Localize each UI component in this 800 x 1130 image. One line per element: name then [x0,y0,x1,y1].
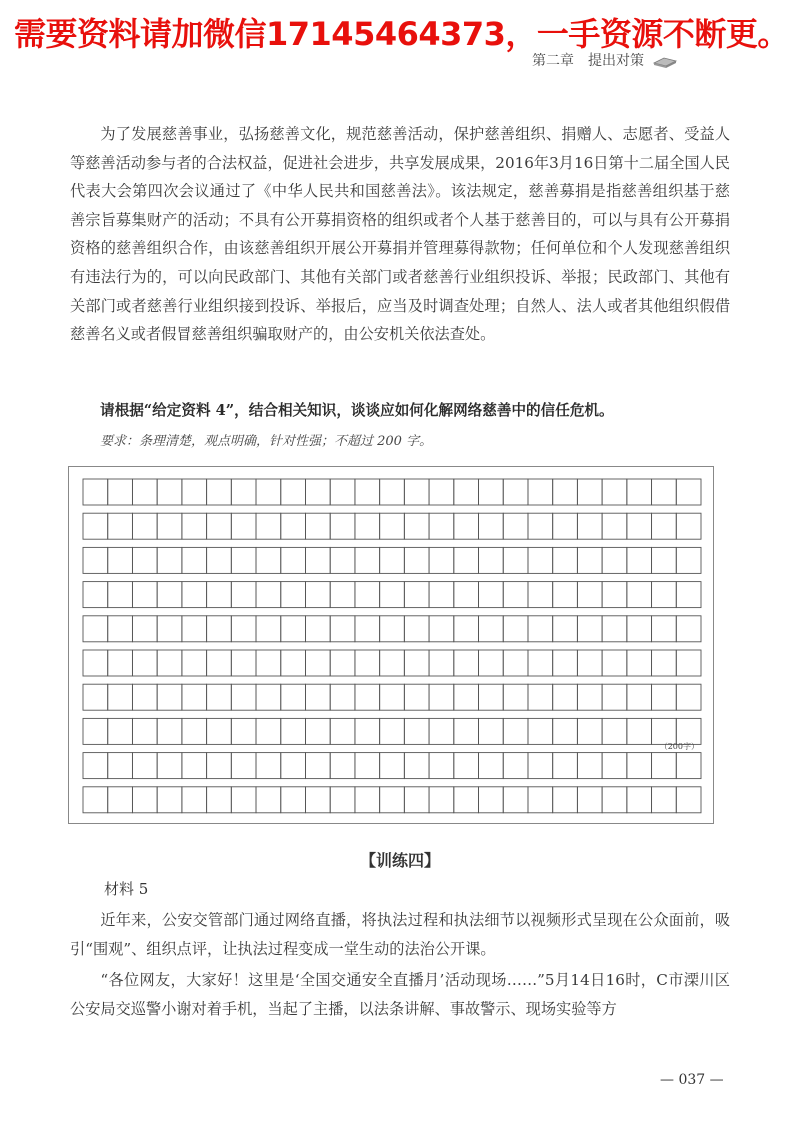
grid-cell[interactable] [553,513,578,539]
grid-cell[interactable] [305,684,330,710]
grid-cell[interactable] [577,684,602,710]
grid-cell[interactable] [479,787,504,813]
grid-cell[interactable] [602,650,627,676]
grid-cell[interactable] [404,616,429,642]
grid-cell[interactable] [132,547,157,573]
grid-cell[interactable] [553,718,578,744]
grid-cell[interactable] [256,513,281,539]
grid-cell[interactable] [676,479,701,505]
grid-cell[interactable] [83,582,108,608]
grid-cell[interactable] [380,479,405,505]
grid-cell[interactable] [503,582,528,608]
grid-cell[interactable] [330,684,355,710]
grid-cell[interactable] [503,479,528,505]
grid-cell[interactable] [355,582,380,608]
grid-cell[interactable] [108,582,133,608]
grid-cell[interactable] [454,547,479,573]
grid-cell[interactable] [676,616,701,642]
grid-cell[interactable] [380,684,405,710]
grid-cell[interactable] [355,753,380,779]
grid-cell[interactable] [577,650,602,676]
grid-cell[interactable] [108,718,133,744]
grid-cell[interactable] [305,753,330,779]
grid-cell[interactable] [330,547,355,573]
grid-cell[interactable] [479,718,504,744]
grid-cell[interactable] [479,479,504,505]
grid-cell[interactable] [305,582,330,608]
grid-row [83,513,701,539]
grid-cell[interactable] [429,787,454,813]
grid-cell[interactable] [429,753,454,779]
grid-cell[interactable] [182,582,207,608]
watermark-banner: 需要资料请加微信17145464373，一手资源不断更。 [14,15,789,53]
grid-cell[interactable] [627,787,652,813]
grid-cell[interactable] [157,718,182,744]
grid-cell[interactable] [652,650,677,676]
grid-cell[interactable] [652,479,677,505]
grid-cell[interactable] [281,650,306,676]
grid-cell[interactable] [281,547,306,573]
grid-cell[interactable] [83,513,108,539]
grid-cell[interactable] [429,616,454,642]
grid-row [83,718,701,744]
grid-cell[interactable] [281,787,306,813]
grid-cell[interactable] [454,616,479,642]
grid-cell[interactable] [429,684,454,710]
grid-cell[interactable] [330,787,355,813]
grid-cell[interactable] [231,582,256,608]
grid-cell[interactable] [355,513,380,539]
grid-cell[interactable] [305,787,330,813]
grid-cell[interactable] [528,513,553,539]
grid-cell[interactable] [231,513,256,539]
material-label: 材料 5 [104,880,149,898]
grid-cell[interactable] [132,753,157,779]
grid-cell[interactable] [132,479,157,505]
grid-cell[interactable] [627,718,652,744]
grid-cell[interactable] [528,718,553,744]
grid-cell[interactable] [528,616,553,642]
grid-cell[interactable] [380,650,405,676]
grid-row [83,547,701,573]
grid-cell[interactable] [454,650,479,676]
word-count-mark: （200字） [659,742,699,751]
grid-cell[interactable] [676,547,701,573]
grid-cell[interactable] [503,787,528,813]
grid-cell[interactable] [256,547,281,573]
grid-cell[interactable] [429,718,454,744]
grid-cell[interactable] [454,718,479,744]
grid-cell[interactable] [503,616,528,642]
grid-cell[interactable] [305,718,330,744]
chapter-header [532,50,678,70]
grid-cell[interactable] [404,479,429,505]
grid-cell[interactable] [652,513,677,539]
intro-paragraph: 为了发展慈善事业，弘扬慈善文化，规范慈善活动，保护慈善组织、捐赠人、志愿者、受益人等慈善活动参与者的合法权益，促进社会进步，共享发展成果，2016年3月16日第十二届全国人民代表大会第四次会议通过了《中华人民共和国慈善法》。该法规定，慈善募捐是指慈善组织基于慈善宗旨募集财产的活动；不具有公开募捐资格的组织或者个人基于慈善目的，可以与具有公开募捐资格的慈善组织合作，由该慈善组织开展公开募捐并管理募得款物；任何单位和个人发现慈善组织有违法行为的，可以向民政部门、其他有关部门或者慈善行业组织投诉、举报；民政部门、其他有关部门或者慈善行业组织接到投诉、举报后，应当及时调查处理；自然人、法人或者其他组织假借慈善名义或者假冒慈善组织骗取财产的，由公安机关依法查处。 [70,125,730,344]
grid-cell[interactable] [652,616,677,642]
grid-cell[interactable] [108,513,133,539]
grid-row [83,753,701,779]
grid-cell[interactable] [256,650,281,676]
grid-cell[interactable] [454,684,479,710]
grid-cell[interactable] [281,479,306,505]
grid-cell[interactable] [256,479,281,505]
grid-cell[interactable] [157,616,182,642]
grid-cell[interactable] [83,479,108,505]
grid-row [83,787,701,813]
chapter-title: 第二章 提出对策 [532,53,644,69]
grid-cell[interactable] [429,513,454,539]
grid-cell[interactable] [182,650,207,676]
question-text: 请根据“给定资料 4”，结合相关知识，谈谈应如何化解网络慈善中的信任危机。 [100,402,614,419]
grid-cell[interactable] [602,787,627,813]
grid-cell[interactable] [479,513,504,539]
grid-cell[interactable] [330,582,355,608]
grid-cell[interactable] [404,787,429,813]
grid-cell[interactable] [108,787,133,813]
grid-cell[interactable] [553,650,578,676]
grid-cell[interactable] [330,718,355,744]
grid-cell[interactable] [454,753,479,779]
grid-cell[interactable] [256,582,281,608]
grid-cell[interactable] [355,479,380,505]
grid-cell[interactable] [503,684,528,710]
grid-cell[interactable] [355,718,380,744]
grid-cell[interactable] [231,684,256,710]
grid-cell[interactable] [305,616,330,642]
grid-cell[interactable] [157,479,182,505]
grid-cell[interactable] [380,787,405,813]
grid-cell[interactable] [305,650,330,676]
grid-cell[interactable] [528,582,553,608]
grid-cell[interactable] [503,718,528,744]
grid-cell[interactable] [380,513,405,539]
grid-cell[interactable] [627,513,652,539]
grid-cell[interactable] [207,753,232,779]
grid-cell[interactable] [627,616,652,642]
grid-row [83,582,701,608]
grid-cell[interactable] [528,650,553,676]
grid-cell[interactable] [281,684,306,710]
grid-cell[interactable] [553,582,578,608]
grid-cell[interactable] [627,753,652,779]
grid-cell[interactable] [602,718,627,744]
grid-cell[interactable] [256,684,281,710]
grid-cell[interactable] [132,582,157,608]
grid-cell[interactable] [676,650,701,676]
grid-cell[interactable] [429,650,454,676]
grid-cell[interactable] [182,479,207,505]
grid-cell[interactable] [182,513,207,539]
grid-cell[interactable] [404,753,429,779]
grid-cell[interactable] [281,582,306,608]
grid-cell[interactable] [355,616,380,642]
grid-cell[interactable] [380,616,405,642]
grid-cell[interactable] [528,684,553,710]
grid-cell[interactable] [380,718,405,744]
requirement-text: 要求：条理清楚，观点明确，针对性强；不超过 200 字。 [100,434,433,449]
grid-cell[interactable] [602,684,627,710]
grid-cell[interactable] [577,616,602,642]
grid-cell[interactable] [132,718,157,744]
grid-cell[interactable] [429,547,454,573]
grid-cell[interactable] [454,787,479,813]
grid-cell[interactable] [207,616,232,642]
grid-cell[interactable] [553,616,578,642]
grid-cell[interactable] [627,650,652,676]
grid-cell[interactable] [602,547,627,573]
material-paragraph-1: 近年来，公安交管部门通过网络直播，将执法过程和执法细节以视频形式呈现在公众面前，吸引“围观”、组织点评，让执法过程变成一堂生动的法治公开课。 [70,911,730,958]
grid-cell[interactable] [676,787,701,813]
grid-cell[interactable] [256,616,281,642]
grid-cell[interactable] [207,582,232,608]
grid-row [83,650,701,676]
page-number: — 037 — [660,1072,724,1088]
grid-cell[interactable] [652,684,677,710]
section-title: 【训练四】 [359,851,440,870]
grid-cell[interactable] [454,513,479,539]
grid-cell[interactable] [83,753,108,779]
grid-cell[interactable] [652,547,677,573]
grid-cell[interactable] [157,650,182,676]
grid-cell[interactable] [503,753,528,779]
grid-cell[interactable] [207,718,232,744]
grid-cell[interactable] [454,582,479,608]
grid-cell[interactable] [305,479,330,505]
grid-cell[interactable] [182,547,207,573]
grid-cell[interactable] [404,718,429,744]
grid-cell[interactable] [305,547,330,573]
grid-cell[interactable] [355,650,380,676]
grid-cell[interactable] [528,547,553,573]
grid-cell[interactable] [602,479,627,505]
grid-cell[interactable] [355,787,380,813]
grid-cell[interactable] [676,753,701,779]
grid-cell[interactable] [182,753,207,779]
grid-cell[interactable] [231,650,256,676]
answer-grid-cells [69,467,715,825]
grid-cell[interactable] [553,753,578,779]
grid-cell[interactable] [330,753,355,779]
material-paragraph-2: “各位网友，大家好！这里是‘全国交通安全直播月’活动现场……”5月14日16时，C市溧川区公安局交巡警小谢对着手机，当起了主播，以法条讲解、事故警示、现场实验等方 [70,971,730,1018]
grid-cell[interactable] [182,616,207,642]
grid-cell[interactable] [404,547,429,573]
grid-row [83,616,701,642]
grid-cell[interactable] [132,650,157,676]
grid-cell[interactable] [305,513,330,539]
grid-cell[interactable] [676,513,701,539]
grid-cell[interactable] [281,616,306,642]
grid-cell[interactable] [479,582,504,608]
grid-cell[interactable] [602,513,627,539]
grid-cell[interactable] [132,616,157,642]
grid-cell[interactable] [108,479,133,505]
grid-cell[interactable] [577,479,602,505]
grid-cell[interactable] [108,753,133,779]
grid-cell[interactable] [404,582,429,608]
grid-cell[interactable] [577,582,602,608]
grid-cell[interactable] [528,753,553,779]
grid-cell[interactable] [157,753,182,779]
grid-cell[interactable] [429,479,454,505]
grid-cell[interactable] [404,684,429,710]
grid-cell[interactable] [132,787,157,813]
grid-cell[interactable] [652,582,677,608]
grid-cell[interactable] [231,753,256,779]
grid-cell[interactable] [602,582,627,608]
grid-cell[interactable] [553,787,578,813]
grid-cell[interactable] [83,718,108,744]
grid-cell[interactable] [676,684,701,710]
grid-cell[interactable] [256,753,281,779]
grid-cell[interactable] [231,479,256,505]
grid-cell[interactable] [132,684,157,710]
grid-cell[interactable] [479,753,504,779]
grid-cell[interactable] [132,513,157,539]
grid-cell[interactable] [503,547,528,573]
grid-cell[interactable] [207,479,232,505]
grid-cell[interactable] [281,718,306,744]
grid-cell[interactable] [479,547,504,573]
grid-cell[interactable] [108,650,133,676]
grid-cell[interactable] [602,616,627,642]
grid-cell[interactable] [207,547,232,573]
grid-cell[interactable] [207,650,232,676]
grid-cell[interactable] [182,787,207,813]
grid-cell[interactable] [231,616,256,642]
grid-cell[interactable] [479,684,504,710]
grid-cell[interactable] [676,582,701,608]
grid-cell[interactable] [83,616,108,642]
grid-cell[interactable] [577,718,602,744]
grid-cell[interactable] [157,513,182,539]
grid-cell[interactable] [207,684,232,710]
grid-cell[interactable] [157,787,182,813]
grid-cell[interactable] [256,787,281,813]
grid-cell[interactable] [404,650,429,676]
grid-cell[interactable] [157,582,182,608]
grid-cell[interactable] [281,513,306,539]
grid-cell[interactable] [108,684,133,710]
grid-cell[interactable] [577,753,602,779]
grid-cell[interactable] [83,650,108,676]
grid-cell[interactable] [380,582,405,608]
grid-cell[interactable] [553,684,578,710]
grid-cell[interactable] [553,479,578,505]
grid-cell[interactable] [231,547,256,573]
grid-cell[interactable] [627,582,652,608]
grid-cell[interactable] [577,547,602,573]
grid-cell[interactable] [479,650,504,676]
grid-cell[interactable] [157,547,182,573]
grid-cell[interactable] [479,616,504,642]
grid-cell[interactable] [83,787,108,813]
grid-cell[interactable] [627,547,652,573]
grid-cell[interactable] [355,547,380,573]
grid-cell[interactable] [380,753,405,779]
grid-cell[interactable] [256,718,281,744]
grid-cell[interactable] [207,513,232,539]
grid-cell[interactable] [330,616,355,642]
grid-cell[interactable] [108,547,133,573]
grid-row [83,479,701,505]
grid-cell[interactable] [182,718,207,744]
grid-cell[interactable] [652,753,677,779]
grid-cell[interactable] [355,684,380,710]
grid-cell[interactable] [330,479,355,505]
grid-cell[interactable] [429,582,454,608]
grid-cell[interactable] [454,479,479,505]
grid-cell[interactable] [503,513,528,539]
grid-cell[interactable] [503,650,528,676]
grid-cell[interactable] [83,684,108,710]
grid-cell[interactable] [231,787,256,813]
grid-cell[interactable] [553,547,578,573]
grid-cell[interactable] [577,787,602,813]
grid-cell[interactable] [602,753,627,779]
grid-cell[interactable] [404,513,429,539]
grid-cell[interactable] [281,753,306,779]
grid-cell[interactable] [330,513,355,539]
grid-cell[interactable] [207,787,232,813]
grid-cell[interactable] [108,616,133,642]
grid-cell[interactable] [528,479,553,505]
grid-cell[interactable] [83,547,108,573]
grid-row [83,684,701,710]
grid-cell[interactable] [627,684,652,710]
grid-cell[interactable] [577,513,602,539]
grid-cell[interactable] [157,684,182,710]
answer-grid[interactable] [68,466,714,824]
grid-cell[interactable] [380,547,405,573]
grid-cell[interactable] [627,479,652,505]
book-icon [652,54,678,68]
grid-cell[interactable] [182,684,207,710]
grid-cell[interactable] [652,787,677,813]
grid-cell[interactable] [330,650,355,676]
grid-cell[interactable] [528,787,553,813]
grid-cell[interactable] [231,718,256,744]
